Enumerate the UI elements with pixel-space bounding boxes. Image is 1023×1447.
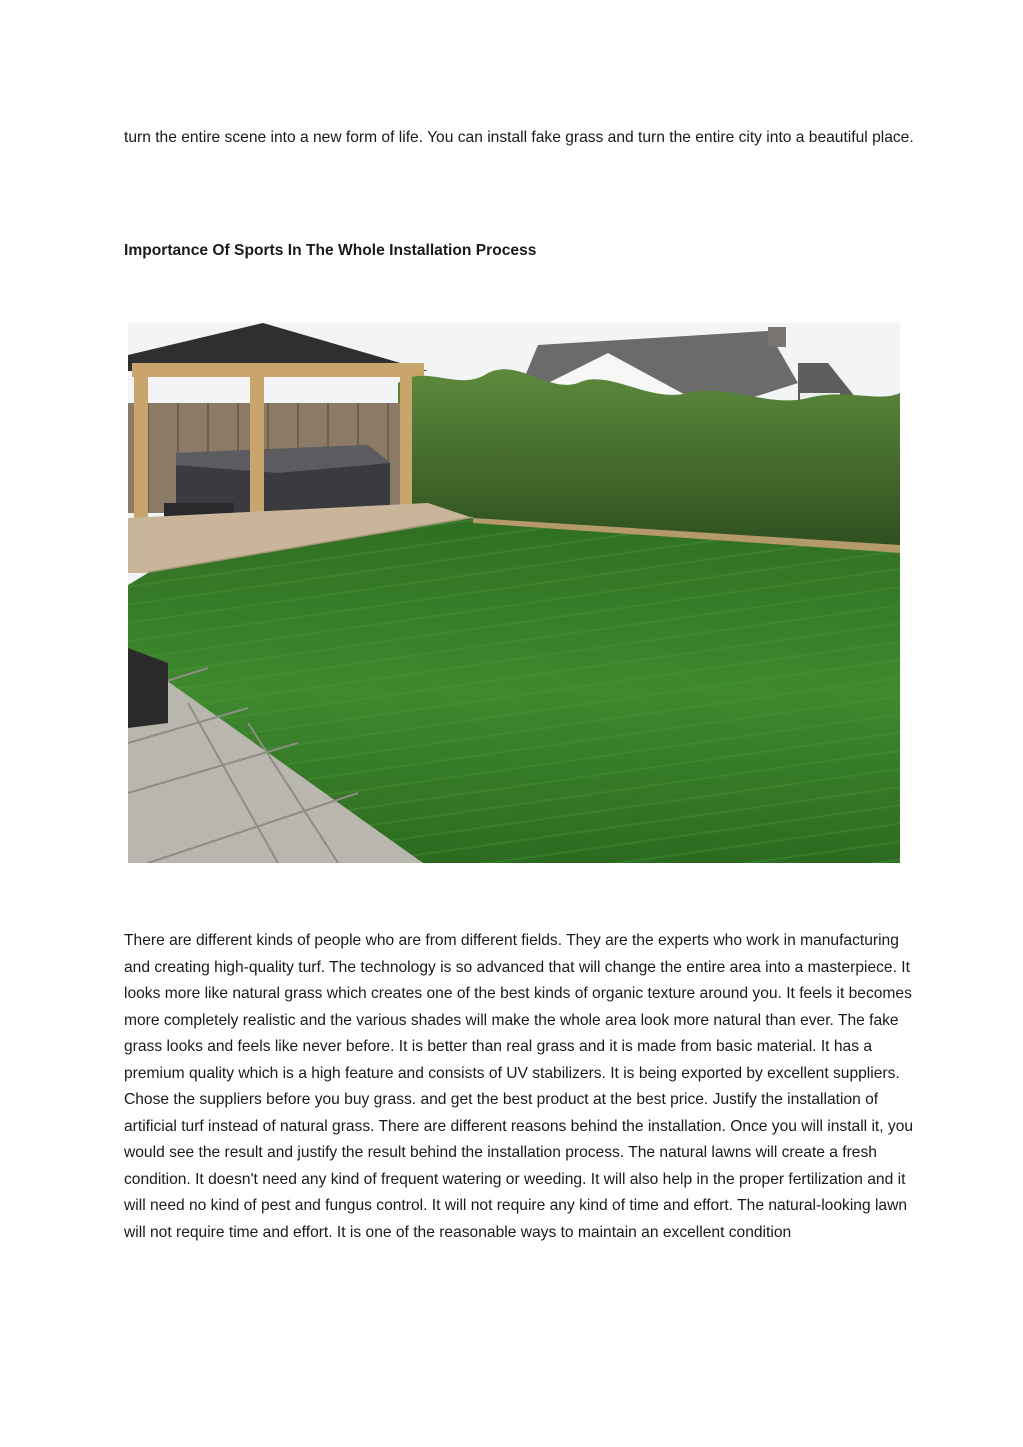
gazebo-post-right xyxy=(400,371,412,511)
section-heading: Importance Of Sports In The Whole Installation Process xyxy=(124,242,537,259)
gazebo-post-mid xyxy=(250,371,264,536)
intro-paragraph: turn the entire scene into a new form of life. You can install fake grass and turn the entire city into a beautiful place. xyxy=(124,129,914,146)
body-paragraph: There are different kinds of people who are from different fields. They are the experts who work in manufacturing and creating high-quality turf. The technology is so advanced that will change the entire area into a masterpiece. It looks more like natural grass which creates one of the best kinds of organic texture around you. It feels it becomes more completely realistic and the various shades will make the whole area look more natural than ever. The fake grass looks and feels like never before. It is better than real grass and it is made from basic material. It has a premium quality which is a high feature and consists of UV stabilizers. It is being exported by excellent suppliers. Chose the suppliers before you buy grass. and get the best product at the best price. Justify the installation of artificial turf instead of natural grass. There are different reasons behind the installation. Once you will install it, you would see the result and justify the result behind the installation process. The natural lawns will create a fresh condition. It doesn't need any kind of frequent watering or weeding. It will also help in the proper fertilization and it will need no kind of pest and fungus control. It will not require any kind of time and effort. The natural-looking lawn will not require time and effort. It is one of the reasonable ways to maintain an excellent condition xyxy=(124,932,914,1241)
gazebo-beam xyxy=(132,363,424,377)
chimney xyxy=(768,327,786,347)
garden-lawn-photo xyxy=(128,323,900,863)
